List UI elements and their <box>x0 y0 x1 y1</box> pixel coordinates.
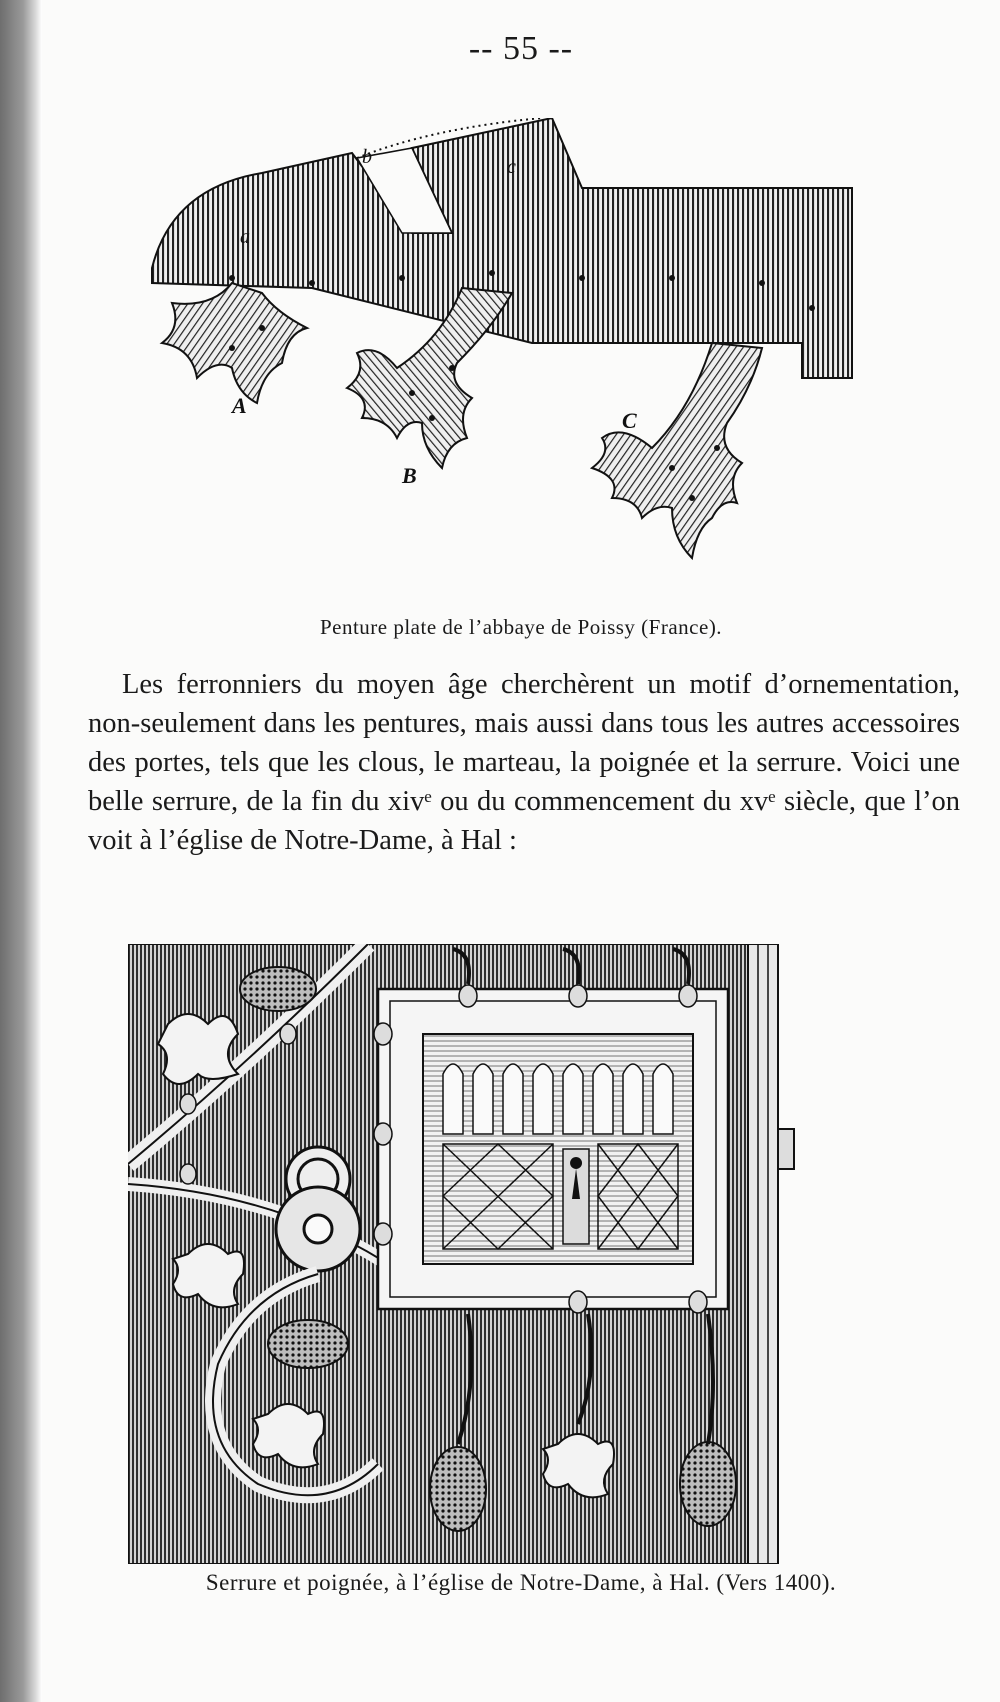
hinge-strap-illustration <box>112 118 932 618</box>
book-page <box>42 0 1000 1702</box>
label-C: C <box>622 408 637 433</box>
strap-branch-c <box>592 343 762 558</box>
lock-hasp <box>778 1129 794 1169</box>
figure-caption-top: Penture plate de l’abbaye de Poissy (France). <box>319 615 723 639</box>
label-c: c <box>507 156 516 178</box>
strap-branch-a <box>162 283 307 403</box>
label-A: A <box>232 393 247 418</box>
book-spine-shadow <box>0 0 42 1702</box>
label-a: a <box>240 226 250 248</box>
door-stile <box>748 944 778 1564</box>
lock-and-handle-illustration <box>128 944 910 1564</box>
figure-caption-bottom: Serrure et poignée, à l’église de Notre-Dame, à Hal. (Vers 1400). <box>205 1570 837 1595</box>
page-number: -- 55 -- <box>468 30 574 67</box>
label-B: B <box>402 463 417 488</box>
label-b: b <box>362 146 372 168</box>
body-paragraph <box>88 665 960 860</box>
paragraph-text: Les ferronniers du moyen âge cherchèrent un motif d’ornementation, non-seulement dans les pentures, mais aussi dans tous les autres accessoires des portes, tels que les clous, le marteau, la poignée et la serrure. Voici une belle serrure, de la fin du xivᵉ ou du commencement du xvᵉ siècle, que l’on voit à l’église de Notre-Dame, à Hal : <box>88 669 960 856</box>
ring-handle <box>276 1147 360 1271</box>
